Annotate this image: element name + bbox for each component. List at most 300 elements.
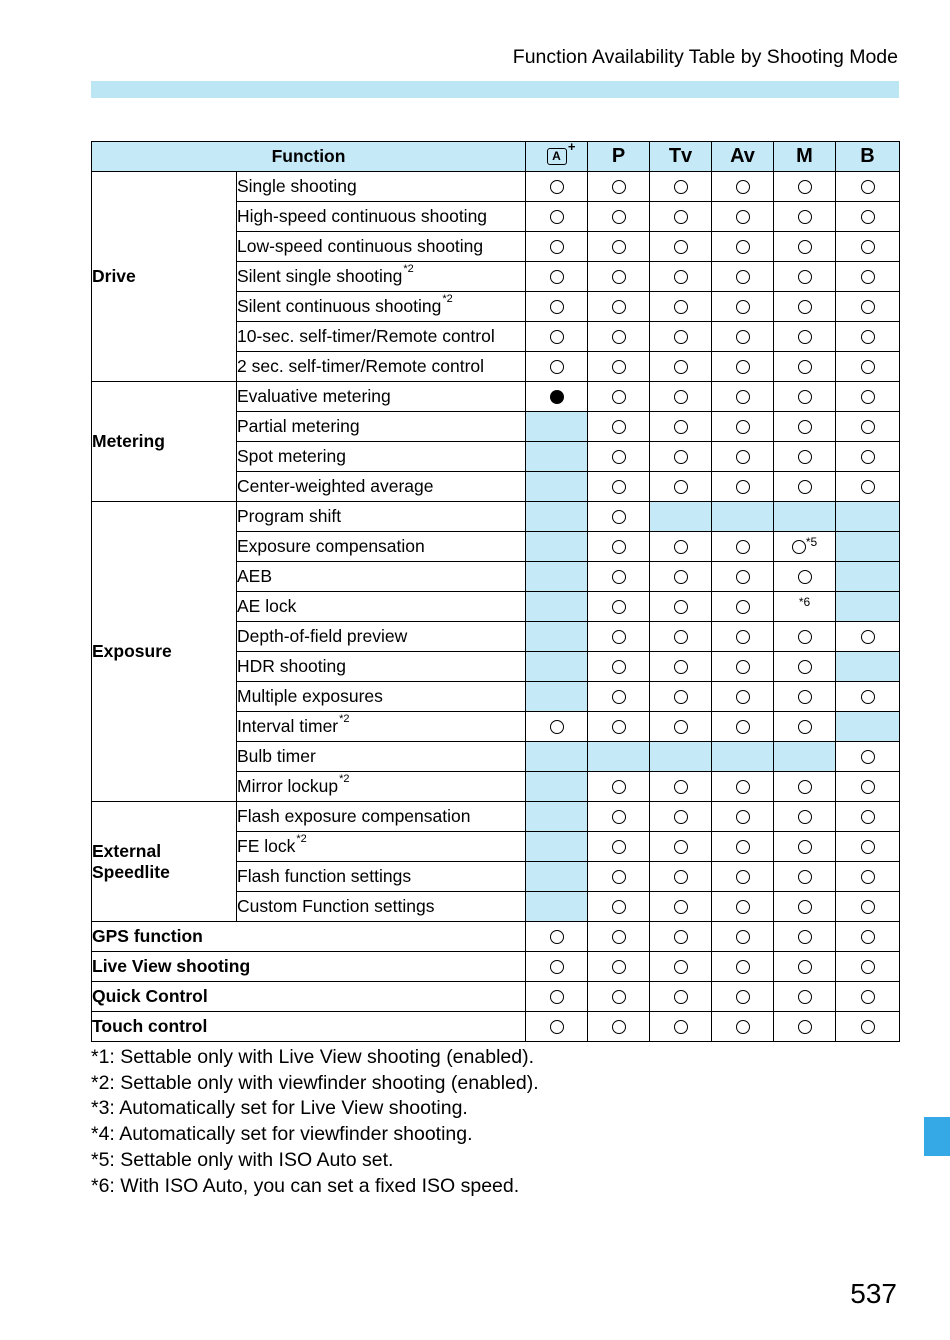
function-name-cell [237, 232, 526, 262]
availability-cell [774, 532, 836, 562]
available-circle-icon [612, 630, 626, 644]
function-name-cell [237, 772, 526, 802]
available-circle-icon [736, 450, 750, 464]
availability-cell [712, 202, 774, 232]
table-header-row [92, 142, 900, 172]
available-circle-icon [612, 330, 626, 344]
function-label: Spot metering [237, 446, 346, 466]
availability-cell [836, 682, 900, 712]
availability-cell [774, 862, 836, 892]
available-circle-icon [736, 420, 750, 434]
available-circle-icon [674, 390, 688, 404]
function-name-cell [237, 412, 526, 442]
available-circle-icon [612, 570, 626, 584]
available-circle-icon [736, 540, 750, 554]
availability-cell [650, 622, 712, 652]
available-circle-icon [736, 330, 750, 344]
availability-cell [774, 952, 836, 982]
available-circle-icon [798, 1020, 812, 1034]
cell-footnote-ref: *5 [805, 535, 818, 549]
availability-cell [836, 502, 900, 532]
availability-cell [712, 652, 774, 682]
page-number: 537 [850, 1278, 897, 1309]
table-row [92, 922, 900, 952]
available-circle-icon [674, 810, 688, 824]
availability-cell [526, 772, 588, 802]
availability-cell [836, 352, 900, 382]
availability-cell [836, 292, 900, 322]
table-row [92, 982, 900, 1012]
table-row [92, 382, 900, 412]
availability-cell [588, 442, 650, 472]
function-name-cell [237, 622, 526, 652]
function-label: Custom Function settings [237, 896, 435, 916]
available-circle-icon [861, 420, 875, 434]
availability-cell [650, 922, 712, 952]
available-circle-icon [550, 180, 564, 194]
availability-cell [774, 262, 836, 292]
available-circle-icon [674, 330, 688, 344]
available-circle-icon [674, 870, 688, 884]
availability-cell [588, 412, 650, 442]
availability-cell [588, 352, 650, 382]
available-circle-icon [861, 690, 875, 704]
available-circle-icon [612, 390, 626, 404]
availability-cell [774, 772, 836, 802]
availability-cell [836, 382, 900, 412]
available-circle-icon [861, 870, 875, 884]
available-circle-icon [612, 600, 626, 614]
available-circle-icon [798, 630, 812, 644]
function-name-cell [237, 532, 526, 562]
available-circle-icon [674, 420, 688, 434]
availability-cell [836, 622, 900, 652]
availability-cell [588, 172, 650, 202]
availability-cell [836, 652, 900, 682]
availability-cell [774, 742, 836, 772]
function-label: AE lock [237, 596, 297, 616]
available-circle-icon [861, 360, 875, 374]
availability-cell [526, 712, 588, 742]
availability-cell [836, 262, 900, 292]
available-circle-icon [798, 840, 812, 854]
function-label: 2 sec. self-timer/Remote control [237, 356, 485, 376]
availability-cell [712, 892, 774, 922]
availability-cell [526, 322, 588, 352]
availability-cell [588, 382, 650, 412]
availability-cell [836, 472, 900, 502]
available-circle-icon [674, 690, 688, 704]
availability-cell [588, 712, 650, 742]
available-circle-icon [674, 900, 688, 914]
availability-cell [712, 292, 774, 322]
availability-cell [836, 952, 900, 982]
function-label: Flash function settings [237, 866, 412, 886]
function-name-cell [237, 682, 526, 712]
availability-cell [650, 712, 712, 742]
available-circle-icon [798, 300, 812, 314]
availability-cell [712, 472, 774, 502]
availability-cell [712, 382, 774, 412]
available-circle-icon [736, 360, 750, 374]
availability-cell [650, 472, 712, 502]
availability-cell [526, 802, 588, 832]
available-circle-icon [736, 390, 750, 404]
available-circle-icon [861, 840, 875, 854]
availability-cell [526, 562, 588, 592]
availability-cell [588, 922, 650, 952]
availability-cell [588, 472, 650, 502]
availability-cell [526, 622, 588, 652]
availability-cell [712, 982, 774, 1012]
function-name-cell [237, 802, 526, 832]
available-circle-icon [736, 630, 750, 644]
availability-cell [836, 1012, 900, 1042]
available-circle-icon [861, 270, 875, 284]
availability-cell [526, 502, 588, 532]
available-circle-icon [612, 780, 626, 794]
available-circle-icon [612, 270, 626, 284]
page-header-title: Function Availability Table by Shooting Mode [512, 46, 898, 68]
footnote: *3: Automatically set for Live View shooting. [91, 1097, 468, 1120]
footnotes [91, 1045, 539, 1199]
table-row [92, 802, 900, 832]
availability-cell [712, 412, 774, 442]
function-footnote-ref: *2 [296, 833, 307, 845]
function-name-cell [237, 892, 526, 922]
availability-cell [774, 802, 836, 832]
function-label: 10-sec. self-timer/Remote control [237, 326, 495, 346]
availability-cell [712, 622, 774, 652]
availability-cell [836, 532, 900, 562]
cell-footnote-ref: *6 [798, 595, 811, 609]
available-circle-icon [674, 570, 688, 584]
availability-cell [588, 232, 650, 262]
availability-cell [588, 682, 650, 712]
available-circle-icon [550, 210, 564, 224]
available-circle-icon [612, 960, 626, 974]
available-circle-icon [861, 240, 875, 254]
mode-header-p: P [588, 142, 650, 172]
availability-cell [588, 802, 650, 832]
scene-intelligent-auto-icon: A + [547, 148, 567, 165]
available-circle-icon [736, 690, 750, 704]
availability-cell [588, 622, 650, 652]
availability-cell [712, 712, 774, 742]
section-side-tab [924, 1117, 950, 1156]
available-circle-icon [674, 360, 688, 374]
available-circle-icon [798, 870, 812, 884]
availability-cell [836, 742, 900, 772]
available-circle-icon [674, 630, 688, 644]
availability-cell [526, 922, 588, 952]
available-circle-icon [736, 570, 750, 584]
function-label: Flash exposure compensation [237, 806, 471, 826]
available-circle-icon [612, 510, 626, 524]
mode-header-m: M [774, 142, 836, 172]
availability-cell [650, 232, 712, 262]
availability-cell [712, 442, 774, 472]
availability-cell [588, 562, 650, 592]
available-circle-icon [674, 660, 688, 674]
available-circle-icon [550, 960, 564, 974]
availability-cell [526, 862, 588, 892]
function-column-header: Function [92, 142, 526, 172]
function-availability-table [91, 141, 900, 1042]
availability-cell [712, 322, 774, 352]
available-circle-icon [550, 270, 564, 284]
function-label: Silent continuous shooting [237, 296, 442, 316]
available-circle-icon [674, 240, 688, 254]
available-circle-icon [674, 990, 688, 1004]
available-circle-icon [612, 300, 626, 314]
availability-cell [526, 262, 588, 292]
function-label: Partial metering [237, 416, 360, 436]
group-label: External Speedlite [92, 802, 237, 922]
availability-cell [650, 502, 712, 532]
available-circle-icon [612, 210, 626, 224]
function-name-cell [237, 652, 526, 682]
available-circle-icon [736, 900, 750, 914]
function-name-cell [237, 172, 526, 202]
availability-cell [774, 832, 836, 862]
available-circle-icon [736, 720, 750, 734]
available-circle-icon [798, 570, 812, 584]
available-circle-icon [674, 450, 688, 464]
availability-cell [650, 412, 712, 442]
available-circle-icon [674, 210, 688, 224]
available-circle-icon [612, 180, 626, 194]
group-label: Drive [92, 172, 237, 382]
availability-cell [650, 562, 712, 592]
availability-cell [774, 682, 836, 712]
availability-cell [712, 232, 774, 262]
function-label: Low-speed continuous shooting [237, 236, 484, 256]
available-circle-icon [861, 330, 875, 344]
availability-cell [526, 172, 588, 202]
function-label: Bulb timer [237, 746, 316, 766]
available-circle-icon [861, 300, 875, 314]
available-circle-icon [736, 1020, 750, 1034]
available-circle-icon [798, 240, 812, 254]
available-circle-icon [550, 330, 564, 344]
function-label: Depth-of-field preview [237, 626, 408, 646]
function-name-cell [237, 382, 526, 412]
available-circle-icon [612, 870, 626, 884]
available-circle-icon [612, 990, 626, 1004]
available-circle-icon [674, 300, 688, 314]
availability-cell [526, 472, 588, 502]
available-circle-icon [674, 840, 688, 854]
available-circle-icon [612, 690, 626, 704]
availability-cell [650, 262, 712, 292]
availability-cell [588, 502, 650, 532]
availability-cell [712, 502, 774, 532]
availability-cell [774, 202, 836, 232]
function-label: Evaluative metering [237, 386, 391, 406]
available-circle-icon [674, 780, 688, 794]
availability-cell [588, 742, 650, 772]
availability-cell [712, 172, 774, 202]
availability-cell [588, 322, 650, 352]
availability-cell [526, 952, 588, 982]
availability-cell [774, 982, 836, 1012]
function-name-cell [237, 262, 526, 292]
availability-cell [650, 172, 712, 202]
availability-cell [650, 802, 712, 832]
availability-cell [712, 952, 774, 982]
availability-cell [650, 532, 712, 562]
available-circle-icon [798, 390, 812, 404]
availability-cell [588, 262, 650, 292]
availability-cell [588, 532, 650, 562]
table-row [92, 172, 900, 202]
availability-cell [774, 502, 836, 532]
available-circle-icon [798, 690, 812, 704]
function-footnote-ref: *2 [339, 773, 350, 785]
availability-cell [836, 832, 900, 862]
available-circle-icon [736, 660, 750, 674]
availability-cell [774, 232, 836, 262]
availability-cell [526, 352, 588, 382]
available-circle-icon [861, 210, 875, 224]
function-label: Mirror lockup [237, 776, 339, 796]
available-circle-icon [736, 870, 750, 884]
available-circle-icon [861, 1020, 875, 1034]
availability-cell [526, 892, 588, 922]
footnote: *5: Settable only with ISO Auto set. [91, 1148, 394, 1171]
function-name-cell [237, 442, 526, 472]
available-circle-icon [612, 1020, 626, 1034]
available-circle-icon [736, 480, 750, 494]
availability-cell [774, 652, 836, 682]
availability-cell [836, 982, 900, 1012]
availability-cell [588, 982, 650, 1012]
availability-cell [526, 382, 588, 412]
availability-cell [774, 472, 836, 502]
available-circle-icon [550, 240, 564, 254]
availability-cell [526, 532, 588, 562]
availability-cell [774, 922, 836, 952]
availability-cell [774, 892, 836, 922]
function-name-cell [237, 322, 526, 352]
available-circle-icon [861, 390, 875, 404]
available-circle-icon [550, 360, 564, 374]
availability-cell [712, 922, 774, 952]
availability-cell [650, 292, 712, 322]
table-row [92, 502, 900, 532]
table-row [92, 1012, 900, 1042]
available-circle-icon [861, 180, 875, 194]
availability-cell [712, 352, 774, 382]
availability-cell [712, 562, 774, 592]
group-label: Exposure [92, 502, 237, 802]
availability-cell [588, 202, 650, 232]
availability-cell [836, 922, 900, 952]
available-circle-icon [736, 990, 750, 1004]
availability-cell [588, 952, 650, 982]
available-circle-icon [736, 600, 750, 614]
availability-cell [650, 742, 712, 772]
availability-cell [650, 352, 712, 382]
availability-cell [650, 832, 712, 862]
availability-cell [650, 442, 712, 472]
available-circle-icon [550, 300, 564, 314]
availability-cell [836, 772, 900, 802]
available-circle-icon [861, 960, 875, 974]
availability-cell [836, 172, 900, 202]
availability-cell [836, 412, 900, 442]
available-circle-icon [612, 420, 626, 434]
available-circle-icon [674, 960, 688, 974]
function-label: FE lock [237, 836, 296, 856]
availability-cell [712, 772, 774, 802]
availability-cell [588, 832, 650, 862]
function-name-cell [237, 862, 526, 892]
availability-cell [712, 1012, 774, 1042]
availability-cell [774, 412, 836, 442]
available-circle-icon [612, 480, 626, 494]
availability-cell [774, 1012, 836, 1042]
available-circle-icon [612, 360, 626, 374]
function-name-cell [237, 562, 526, 592]
footnote: *1: Settable only with Live View shooting (enabled). [91, 1046, 534, 1068]
availability-cell [526, 412, 588, 442]
available-circle-icon [798, 990, 812, 1004]
function-label: Live View shooting [92, 952, 526, 982]
available-circle-icon [674, 480, 688, 494]
footnote: *4: Automatically set for viewfinder shooting. [91, 1123, 473, 1146]
mode-header-b: B [836, 142, 900, 172]
function-label: Single shooting [237, 176, 357, 196]
available-circle-icon [736, 810, 750, 824]
function-label: AEB [237, 566, 273, 586]
availability-cell [774, 712, 836, 742]
available-circle-icon [674, 270, 688, 284]
available-circle-icon [861, 450, 875, 464]
function-label: Interval timer [237, 716, 339, 736]
availability-cell [588, 892, 650, 922]
default-setting-dot-icon [550, 390, 564, 404]
function-name-cell [237, 352, 526, 382]
available-circle-icon [612, 540, 626, 554]
available-circle-icon [736, 300, 750, 314]
available-circle-icon [612, 720, 626, 734]
availability-cell [774, 172, 836, 202]
available-circle-icon [798, 330, 812, 344]
availability-cell [836, 712, 900, 742]
availability-cell [712, 862, 774, 892]
availability-cell [588, 652, 650, 682]
group-label: Metering [92, 382, 237, 502]
footnote: *2: Settable only with viewfinder shooting (enabled). [91, 1071, 539, 1094]
available-circle-icon [861, 990, 875, 1004]
available-circle-icon [674, 180, 688, 194]
available-circle-icon [612, 240, 626, 254]
function-name-cell [237, 712, 526, 742]
availability-cell [588, 772, 650, 802]
availability-cell [712, 682, 774, 712]
availability-cell [712, 592, 774, 622]
available-circle-icon [798, 660, 812, 674]
function-label: Program shift [237, 506, 342, 526]
availability-cell [774, 322, 836, 352]
availability-cell [650, 322, 712, 352]
available-circle-icon [798, 930, 812, 944]
available-circle-icon [612, 450, 626, 464]
available-circle-icon [861, 480, 875, 494]
function-name-cell [237, 202, 526, 232]
